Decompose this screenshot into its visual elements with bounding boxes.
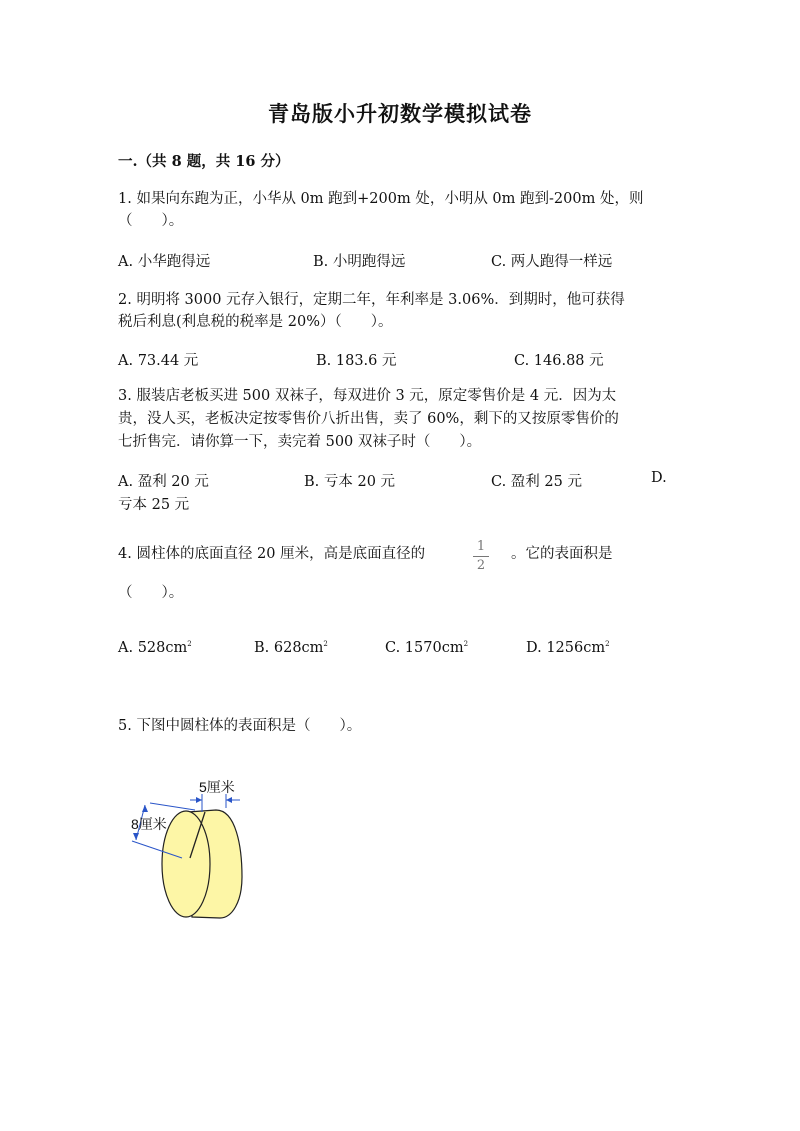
question-2-option-c[interactable]: C. 146.88 元 xyxy=(514,353,604,369)
question-3-option-a[interactable]: A. 盈利 20 元 xyxy=(118,474,209,490)
question-4-line-2: （ ）。 xyxy=(118,585,184,601)
cylinder-front-face xyxy=(162,811,210,917)
cylinder-diagram xyxy=(120,772,280,927)
question-3-line-3: 七折售完．请你算一下，卖完着 500 双袜子时（ ）。 xyxy=(118,434,482,450)
question-3-line-1: 3. 服装店老板买进 500 双袜子，每双进价 3 元，原定零售价是 4 元．因为太 xyxy=(118,388,617,404)
question-2-option-a[interactable]: A. 73.44 元 xyxy=(118,353,199,369)
question-1-option-c[interactable]: C. 两人跑得一样远 xyxy=(491,254,613,270)
cylinder-figure xyxy=(120,772,280,931)
question-1-option-b[interactable]: B. 小明跑得远 xyxy=(313,254,406,270)
option-d-text: D. 1256cm xyxy=(526,640,606,656)
fraction-bar xyxy=(473,556,489,557)
unit-superscript: 2 xyxy=(187,640,192,648)
question-3-option-d[interactable]: D. xyxy=(651,470,667,486)
arrowhead-icon xyxy=(196,797,202,803)
arrowhead-icon xyxy=(133,833,139,840)
unit-superscript: 2 xyxy=(323,640,328,648)
question-4-option-a[interactable] xyxy=(118,640,192,656)
question-2-line-1: 2. 明明将 3000 元存入银行，定期二年，年利率是 3.06%．到期时，他可获得 xyxy=(118,292,625,308)
question-4-option-d[interactable] xyxy=(526,640,610,656)
cylinder-shape xyxy=(162,810,242,918)
question-5-line-1: 5. 下图中圆柱体的表面积是（ ）。 xyxy=(118,718,362,734)
question-2-option-b[interactable]: B. 183.6 元 xyxy=(316,353,397,369)
page-title: 青岛版小升初数学模拟试卷 xyxy=(268,101,532,126)
question-3-line-2: 贵，没人买，老板决定按零售价八折出售，卖了 60%，剩下的又按原零售价的 xyxy=(118,411,619,427)
question-4-line-1-end: 。它的表面积是 xyxy=(511,546,613,562)
fraction-one-half xyxy=(472,540,490,573)
section-heading: 一.（共 8 题，共 16 分） xyxy=(118,153,290,170)
question-3-option-b[interactable]: B. 亏本 20 元 xyxy=(304,474,396,490)
question-3-option-d-continued: 亏本 25 元 xyxy=(118,497,190,513)
option-a-text: A. 528cm xyxy=(118,640,188,656)
diameter-extension-top xyxy=(150,803,195,810)
option-c-text: C. 1570cm xyxy=(385,640,464,656)
height-label: 5厘米 xyxy=(199,779,235,795)
fraction-denominator: 2 xyxy=(476,558,486,573)
question-4-option-c[interactable] xyxy=(385,640,468,656)
question-2-line-2: 税后利息(利息税的税率是 20%）（ ）。 xyxy=(118,314,393,330)
unit-superscript: 2 xyxy=(605,640,610,648)
arrowhead-icon xyxy=(226,797,232,803)
question-3-option-c[interactable]: C. 盈利 25 元 xyxy=(491,474,582,490)
unit-superscript: 2 xyxy=(463,640,469,648)
question-4-line-1: 4. 圆柱体的底面直径 20 厘米，高是底面直径的 xyxy=(118,546,426,562)
question-4-option-b[interactable] xyxy=(254,640,328,656)
option-b-text: B. 628cm xyxy=(254,640,324,656)
fraction-numerator: 1 xyxy=(476,539,486,554)
arrowhead-icon xyxy=(142,805,148,812)
question-1-option-a[interactable]: A. 小华跑得远 xyxy=(118,254,211,270)
question-1-line-1: 1. 如果向东跑为正，小华从 0m 跑到+200m 处，小明从 0m 跑到-200m 处，则 xyxy=(118,191,644,207)
question-1-line-2: （ ）。 xyxy=(118,213,184,229)
diameter-label: 8厘米 xyxy=(131,816,167,832)
